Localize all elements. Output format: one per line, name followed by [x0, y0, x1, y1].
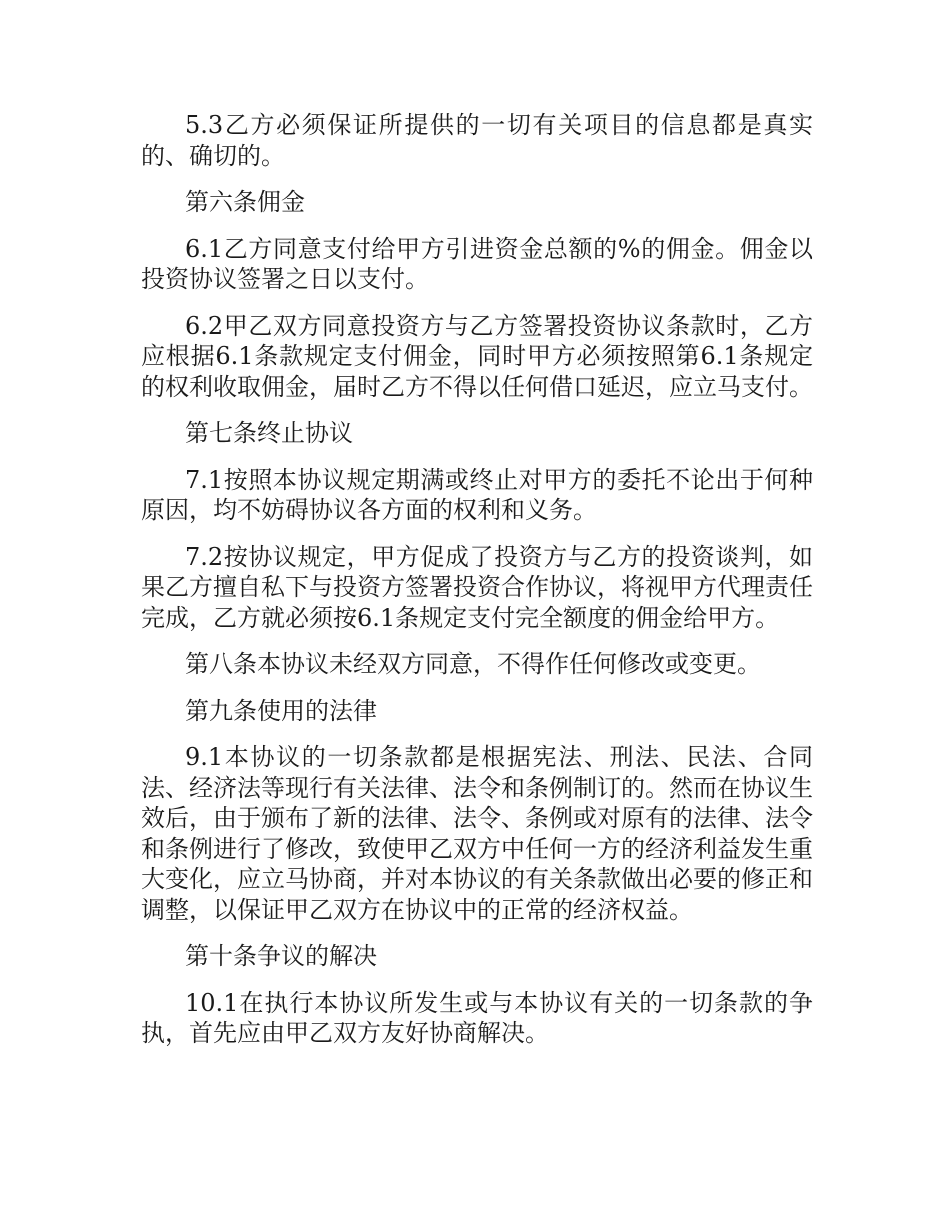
article-10-heading: 第十条争议的解决	[185, 942, 377, 970]
article-8: 第八条本协议未经双方同意，不得作任何修改或变更。	[185, 650, 761, 678]
clause-7-2: 7.2按协议规定，甲方促成了投资方与乙方的投资谈判，如果乙方擅自私下与投资方签署投资合作协议，将视甲方代理责任完成，乙方就必须按6.1条规定支付完全额度的佣金给甲方。	[141, 542, 813, 632]
clause-7-1: 7.1按照本协议规定期满或终止对甲方的委托不论出于何种原因，均不妨碍协议各方面的权利和义务。	[141, 465, 813, 524]
clause-6-1: 6.1乙方同意支付给甲方引进资金总额的%的佣金。佣金以投资协议签署之日以支付。	[141, 234, 813, 293]
article-7-heading: 第七条终止协议	[185, 419, 353, 447]
clause-10-1: 10.1在执行本协议所发生或与本协议有关的一切条款的争执，首先应由甲乙双方友好协商解决。	[141, 988, 813, 1047]
clause-9-1: 9.1本协议的一切条款都是根据宪法、刑法、民法、合同法、经济法等现行有关法律、法令和条例制订的。然而在协议生效后，由于颁布了新的法律、法令、条例或对原有的法律、法令和条例进行了修改，致使甲乙双方中任何一方的经济利益发生重大变化，应立马协商，并对本协议的有关条款做出必要的修正和调整，以保证甲乙双方在协议中的正常的经济权益。	[141, 743, 813, 924]
article-6-heading: 第六条佣金	[185, 188, 305, 216]
clause-5-3: 5.3乙方必须保证所提供的一切有关项目的信息都是真实的、确切的。	[141, 111, 813, 170]
document-body	[141, 110, 813, 1065]
clause-6-2: 6.2甲乙双方同意投资方与乙方签署投资协议条款时，乙方应根据6.1条款规定支付佣金，同时甲方必须按照第6.1条规定的权利收取佣金，届时乙方不得以任何借口延迟，应立马支付。	[141, 311, 813, 401]
article-9-heading: 第九条使用的法律	[185, 696, 377, 725]
